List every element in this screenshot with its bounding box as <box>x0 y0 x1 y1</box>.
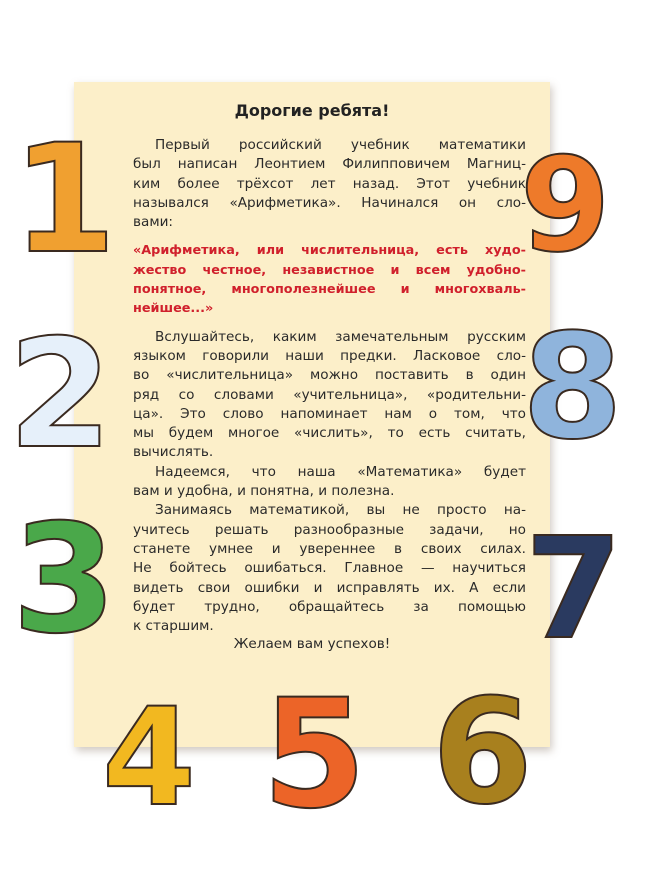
paragraph-4 <box>133 501 526 636</box>
text-line: к старшим. <box>133 618 214 635</box>
paragraph-2 <box>133 328 526 463</box>
text-line: мы будем многое «числить», то есть считать, <box>133 425 526 442</box>
toucan-seven-illustration: 7 <box>525 508 623 671</box>
text-line: Вслушайтесь, каким замечательным русским <box>155 328 526 345</box>
text-line: ряд со словами «учительница», «родительни- <box>133 386 526 403</box>
quote-line: понятное, многополезнейшее и многохваль- <box>133 282 526 298</box>
text-line: ким более трёхсот лет назад. Этот учебник <box>133 175 526 192</box>
text-line: был написан Леонтием Филипповичем Магниц- <box>133 156 526 173</box>
text-line: видеть свои ошибки и исправлять их. А если <box>133 579 526 596</box>
paragraph-3 <box>133 463 526 502</box>
closing-wish: Желаем вам успехов! <box>233 636 391 652</box>
text-line: Занимаясь математикой, вы не просто на- <box>155 502 526 519</box>
quote-block <box>133 241 526 318</box>
text-line: во «числительница» можно поставить в один <box>133 367 526 384</box>
text-line: Не бойтесь ошибаться. Главное — научиться <box>133 560 526 577</box>
text-line: учитесь решать разнообразные задачи, но <box>133 521 526 538</box>
swan-two-illustration: 2 <box>8 308 113 482</box>
text-line: Первый российский учебник математики <box>155 137 526 153</box>
squirrel-nine-illustration: 9 <box>520 129 611 281</box>
text-line: Надеемся, что наша «Математика» будет <box>155 463 526 480</box>
snake-four-illustration: 4 <box>102 679 196 836</box>
quote-line: нейшее...» <box>133 301 214 317</box>
quote-line: жество честное, независтное и всем удобно- <box>133 262 526 278</box>
giraffe-one-illustration: 1 <box>12 113 117 287</box>
cat-eight-illustration: 8 <box>522 303 623 472</box>
snail-six-illustration: 6 <box>432 668 533 837</box>
page-title: Дорогие ребята! <box>234 101 390 120</box>
text-line: назывался «Арифметика». Начинался он сло- <box>133 194 526 211</box>
paragraph-1 <box>133 136 526 232</box>
text-line: вычислять. <box>133 444 214 461</box>
text-line: вам и удобна, и понятна, и полезна. <box>133 483 395 500</box>
horse-five-illustration: 5 <box>262 668 367 842</box>
text-line: станете умнее и увереннее в своих силах. <box>133 540 526 557</box>
letter-body <box>133 136 526 636</box>
text-line: будет трудно, обращайтесь за помощью <box>133 598 526 615</box>
dragon-three-illustration: 3 <box>12 493 117 667</box>
quote-line: «Арифметика, или числительница, есть худо- <box>133 243 526 259</box>
text-line: вами: <box>133 214 174 231</box>
text-line: ца». Это слово напоминает нам о том, что <box>133 405 526 422</box>
text-line: языком говорили наши предки. Ласковое сло- <box>133 347 526 364</box>
